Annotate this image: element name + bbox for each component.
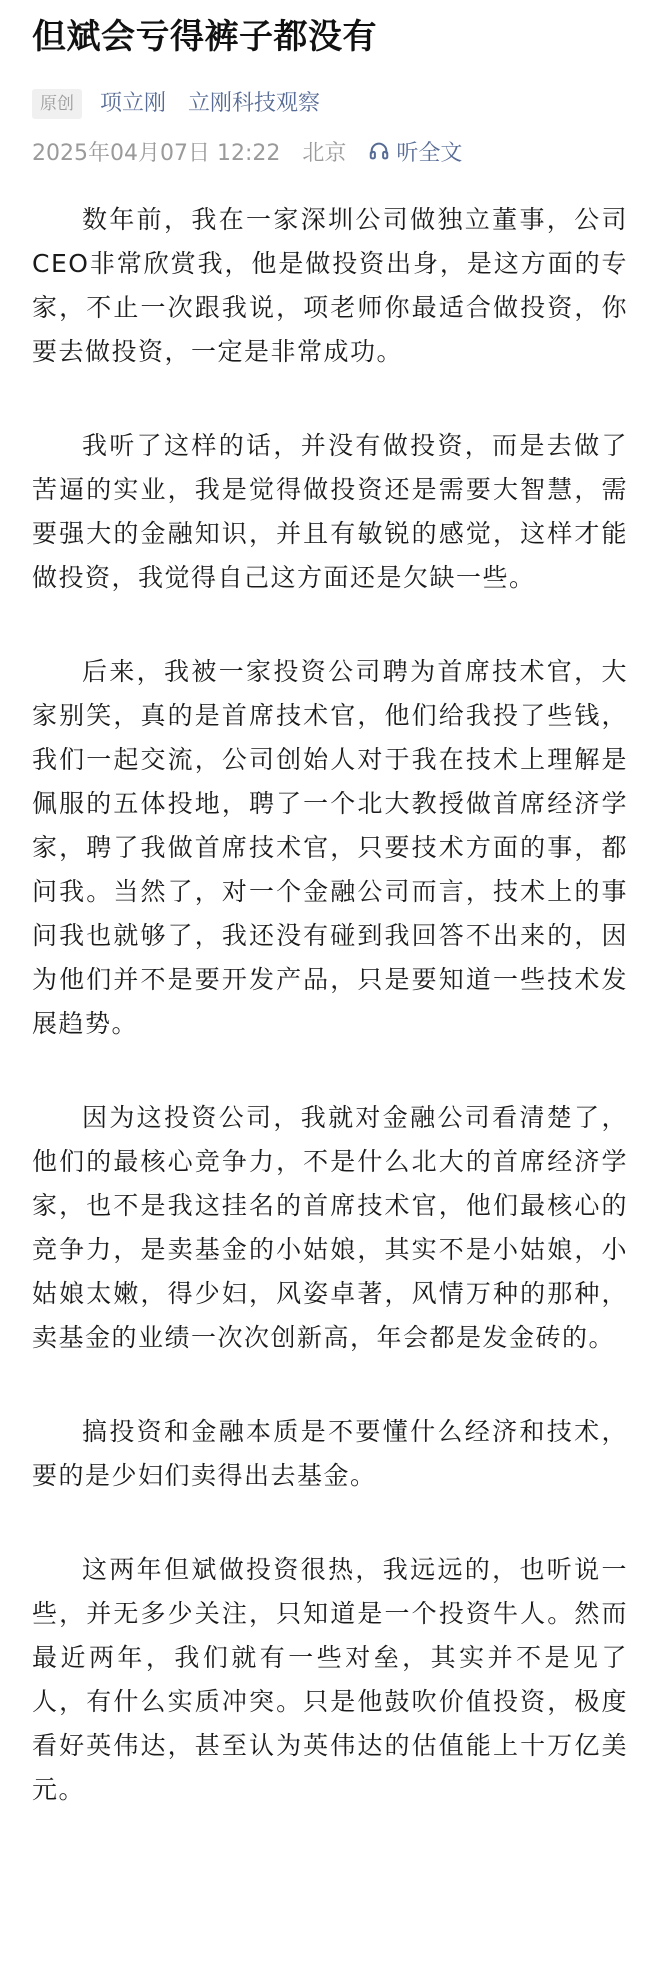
listen-label: 听全文 (396, 140, 463, 166)
original-badge: 原创 (32, 89, 82, 119)
publish-datetime: 2025年04月07日 12:22 (32, 140, 281, 166)
headphones-icon (368, 140, 390, 162)
publish-location: 北京 (302, 140, 347, 166)
meta-row (32, 88, 628, 120)
author-link[interactable]: 项立刚 (100, 91, 167, 116)
article-title: 但斌会亏得裤子都没有 (32, 17, 377, 57)
paragraph: 我听了这样的话，并没有做投资，而是去做了苦逼的实业，我是觉得做投资还是需要大智慧，需要强大的金融知识，并且有敏锐的感觉，这样才能做投资，我觉得自己这方面还是欠缺一些。 (32, 431, 628, 592)
article-body (32, 198, 628, 1812)
paragraph: 这两年但斌做投资很热，我远远的，也听说一些，并无多少关注，只知道是一个投资牛人。然而最近两年，我们就有一些对垒，其实并不是见了人，有什么实质冲突。只是他鼓吹价值投资，极度看好英伟达，甚至认为英伟达的估值能上十万亿美元。 (32, 1555, 628, 1804)
publish-info-row (32, 134, 628, 168)
paragraph: 因为这投资公司，我就对金融公司看清楚了，他们的最核心竞争力，不是什么北大的首席经济学家，也不是我这挂名的首席技术官，他们最核心的竞争力，是卖基金的小姑娘，其实不是小姑娘，小姑娘太嫩，得少妇，风姿卓著，风情万种的那种，卖基金的业绩一次次创新高，年会都是发金砖的。 (32, 1103, 628, 1352)
paragraph: 后来，我被一家投资公司聘为首席技术官，大家别笑，真的是首席技术官，他们给我投了些钱，我们一起交流，公司创始人对于我在技术上理解是佩服的五体投地，聘了一个北大教授做首席经济学家，聘了我做首席技术官，只要技术方面的事，都问我。当然了，对一个金融公司而言，技术上的事问我也就够了，我还没有碰到我回答不出来的，因为他们并不是要开发产品，只是要知道一些技术发展趋势。 (32, 657, 628, 1038)
paragraph: 数年前，我在一家深圳公司做独立董事，公司CEO非常欣赏我，他是做投资出身，是这方面的专家，不止一次跟我说，项老师你最适合做投资，你要去做投资，一定是非常成功。 (32, 205, 628, 366)
account-link[interactable]: 立刚科技观察 (188, 91, 321, 116)
listen-button[interactable] (368, 136, 462, 167)
paragraph: 搞投资和金融本质是不要懂什么经济和技术，要的是少妇们卖得出去基金。 (32, 1417, 628, 1490)
